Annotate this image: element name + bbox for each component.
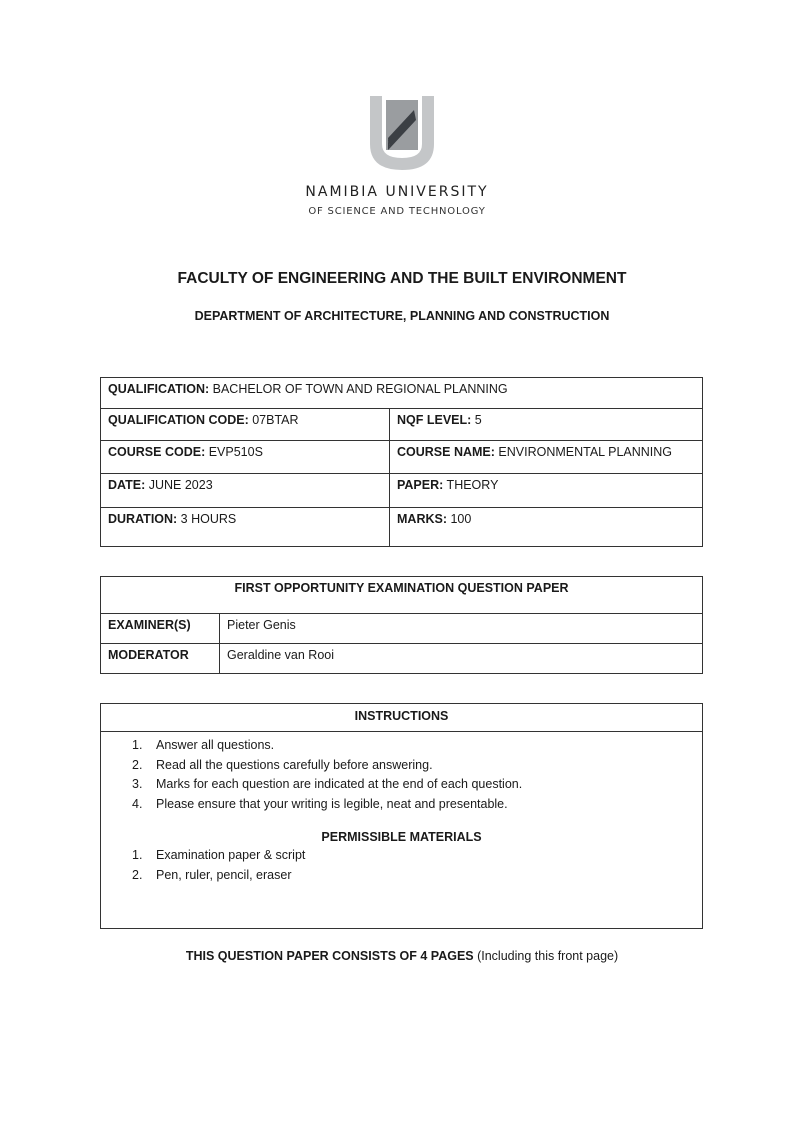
duration-label: DURATION: <box>108 512 178 526</box>
item-number: 2. <box>132 867 143 882</box>
marks-cell <box>390 508 703 547</box>
item-text: Pen, ruler, pencil, eraser <box>156 867 292 882</box>
paper-label: PAPER: <box>397 478 444 492</box>
list-item <box>101 756 702 776</box>
table-row <box>101 441 703 474</box>
course-code-cell <box>101 441 390 474</box>
item-number: 3. <box>132 777 143 791</box>
duration-value: 3 HOURS <box>177 512 237 526</box>
date-cell <box>101 474 390 508</box>
exam-info-table <box>100 576 703 674</box>
item-text: Please ensure that your writing is legible, neat and presentable. <box>156 796 508 811</box>
item-number: 4. <box>132 796 143 811</box>
course-name-label: COURSE NAME: <box>397 445 495 459</box>
table-row <box>101 409 703 441</box>
paper-value: THEORY <box>443 478 499 492</box>
instructions-box <box>100 703 703 929</box>
examiner-value: Pieter Genis <box>220 614 703 644</box>
table-row <box>101 378 703 409</box>
item-text: Marks for each question are indicated at the end of each question. <box>156 777 523 791</box>
duration-cell <box>101 508 390 547</box>
materials-list <box>101 846 702 885</box>
page-count-bold: THIS QUESTION PAPER CONSISTS OF 4 PAGES <box>185 949 474 963</box>
list-item <box>101 866 702 886</box>
list-item <box>101 736 702 756</box>
item-text: Examination paper & script <box>156 848 306 862</box>
instructions-heading: INSTRUCTIONS <box>101 704 702 732</box>
qualification-code-label: QUALIFICATION CODE: <box>108 413 249 427</box>
page-count-note <box>0 949 794 963</box>
item-number: 2. <box>132 757 143 772</box>
marks-label: MARKS: <box>397 512 447 526</box>
page-count-normal: (Including this front page) <box>473 949 619 963</box>
university-subtitle: OF SCIENCE AND TECHNOLOGY <box>308 206 486 217</box>
instructions-list <box>101 736 702 814</box>
list-item <box>101 775 702 795</box>
course-info-table <box>100 377 703 547</box>
faculty-title: FACULTY OF ENGINEERING AND THE BUILT ENVIRONMENT <box>177 270 627 287</box>
department-title: DEPARTMENT OF ARCHITECTURE, PLANNING AND CONSTRUCTION <box>194 309 610 323</box>
moderator-value: Geraldine van Rooi <box>220 644 703 674</box>
qualification-label: QUALIFICATION: <box>108 382 210 396</box>
table-row <box>101 474 703 508</box>
marks-value: 100 <box>447 512 472 526</box>
nqf-level-cell <box>390 409 703 441</box>
course-code-value: EVP510S <box>205 445 263 459</box>
nust-shield-logo-icon <box>366 92 438 174</box>
table-row <box>101 614 703 644</box>
course-code-label: COURSE CODE: <box>108 445 206 459</box>
qualification-code-value: 07BTAR <box>248 413 299 427</box>
table-row <box>101 508 703 547</box>
item-number: 1. <box>132 738 143 752</box>
item-number: 1. <box>132 848 143 862</box>
date-value: JUNE 2023 <box>145 478 213 492</box>
course-name-cell <box>390 441 703 474</box>
exam-heading: FIRST OPPORTUNITY EXAMINATION QUESTION PAPER <box>101 577 703 614</box>
list-item <box>101 846 702 866</box>
paper-cell <box>390 474 703 508</box>
course-name-value: ENVIRONMENTAL PLANNING <box>494 445 673 459</box>
item-text: Answer all questions. <box>156 738 275 752</box>
moderator-label: MODERATOR <box>101 644 220 674</box>
qualification-value: BACHELOR OF TOWN AND REGIONAL PLANNING <box>209 382 508 396</box>
examiner-label: EXAMINER(S) <box>101 614 220 644</box>
university-name: NAMIBIA UNIVERSITY <box>305 184 489 200</box>
nqf-level-value: 5 <box>471 413 482 427</box>
list-item <box>101 795 702 815</box>
qualification-code-cell <box>101 409 390 441</box>
item-text: Read all the questions carefully before answering. <box>156 757 433 772</box>
qualification-cell <box>101 378 703 409</box>
date-label: DATE: <box>108 478 146 492</box>
table-row <box>101 644 703 674</box>
nqf-level-label: NQF LEVEL: <box>397 413 472 427</box>
table-row <box>101 577 703 614</box>
permissible-materials-heading: PERMISSIBLE MATERIALS <box>321 830 482 844</box>
